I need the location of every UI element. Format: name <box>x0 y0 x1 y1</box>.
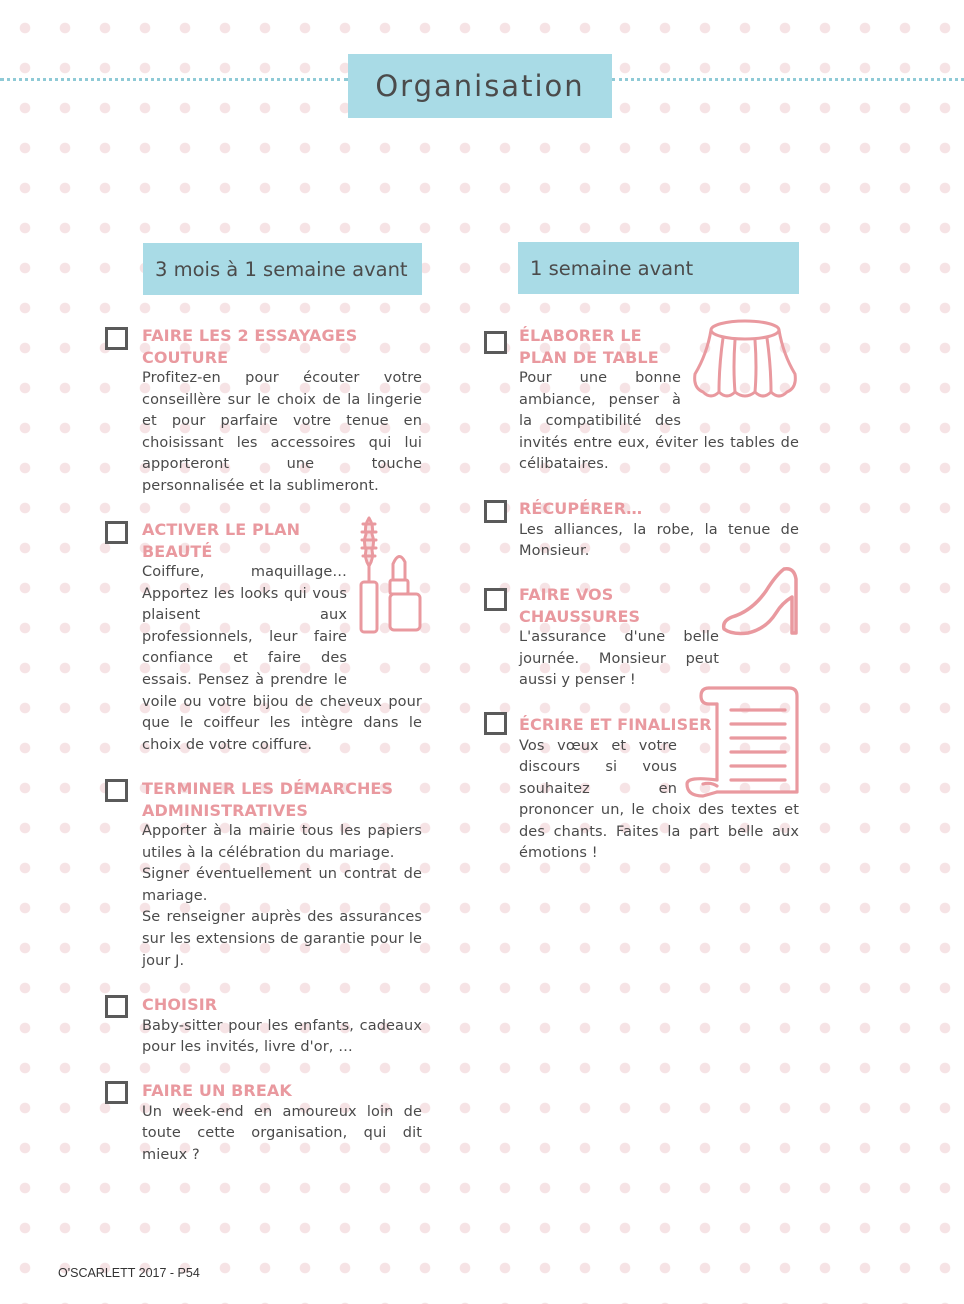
list-item-choisir <box>142 994 422 1059</box>
item-title: FAIRE VOS CHAUSSURES <box>519 585 641 626</box>
item-title: CHOISIR <box>142 995 218 1014</box>
page-title: Organisation <box>348 54 612 118</box>
right-column-heading: 1 semaine avant <box>518 242 799 294</box>
item-title: FAIRE LES 2 ESSAYAGES COUTURE <box>142 326 358 367</box>
checkbox-choisir[interactable] <box>105 995 128 1018</box>
checkbox-recuperer[interactable] <box>484 500 507 523</box>
checkbox-break[interactable] <box>105 1081 128 1104</box>
page-footer: O'SCARLETT 2017 - P54 <box>58 1266 200 1280</box>
item-text: Vos vœux et votre discours si vous souhaitez en prononcer un, le choix des textes et des chants. Faites la part belle aux émotions ! <box>519 737 799 862</box>
list-item-recuperer <box>519 498 799 563</box>
mascara-lipstick-icon <box>352 512 424 636</box>
checkbox-essayages[interactable] <box>105 327 128 350</box>
item-title: ÉLABORER LE PLAN DE TABLE <box>519 326 659 367</box>
item-text: Coiffure, maquillage… Apportez les looks qui vous plaisent aux professionnels, leur faire confiance et faire des essais. Pensez à prendre le voile ou votre bijou de cheveux pour que le coiffeur les intègre dans le choix de votre coiffure. <box>142 564 422 753</box>
item-text: Les alliances, la robe, la tenue de Monsieur. <box>519 521 799 560</box>
list-item-break <box>142 1080 422 1166</box>
item-title: RÉCUPÉRER… <box>519 499 643 518</box>
scroll-icon <box>681 684 801 800</box>
item-text: Baby-sitter pour les enfants, cadeaux pour les invités, livre d'or, … <box>142 1017 422 1056</box>
list-item-demarches <box>142 778 422 972</box>
checkbox-chaussures[interactable] <box>484 588 507 611</box>
checkbox-demarches[interactable] <box>105 779 128 802</box>
checkbox-plan-beaute[interactable] <box>105 521 128 544</box>
item-text: L'assurance d'une belle journée. Monsieur peut aussi y penser ! <box>519 629 719 689</box>
item-title: FAIRE UN BREAK <box>142 1081 292 1100</box>
checkbox-plan-table[interactable] <box>484 331 507 354</box>
item-text: Pour une bonne ambiance, penser à la compatibilité des invités entre eux, éviter les tables de célibataires. <box>519 370 799 473</box>
header-dotted-line-left <box>0 78 348 81</box>
item-title: ACTIVER LE PLAN BEAUTÉ <box>142 520 301 561</box>
checkbox-finaliser[interactable] <box>484 712 507 735</box>
item-title: ÉCRIRE ET FINALISER <box>519 715 712 734</box>
item-text: Profitez-en pour écouter votre conseillère sur le choix de la lingerie et pour parfaire votre tenue en choisissant les accessoires qui lui apporteront une touche personnalisée et la sublimeront. <box>142 370 422 494</box>
list-item-essayages <box>142 325 422 498</box>
item-title: TERMINER LES DÉMARCHES ADMINISTRATIVES <box>142 779 394 820</box>
left-column-heading: 3 mois à 1 semaine avant <box>143 243 422 295</box>
header-dotted-line-right <box>612 78 964 81</box>
item-text: Un week-end en amoureux loin de toute cette organisation, qui dit mieux ? <box>142 1103 422 1163</box>
high-heel-shoe-icon <box>718 563 802 637</box>
item-text: Apporter à la mairie tous les papiers utiles à la célébration du mariage. Signer éventuellement un contrat de mariage. Se renseigner auprès des assurances sur les extensions de garantie pour le jour J. <box>142 823 422 969</box>
round-table-icon <box>689 318 801 402</box>
